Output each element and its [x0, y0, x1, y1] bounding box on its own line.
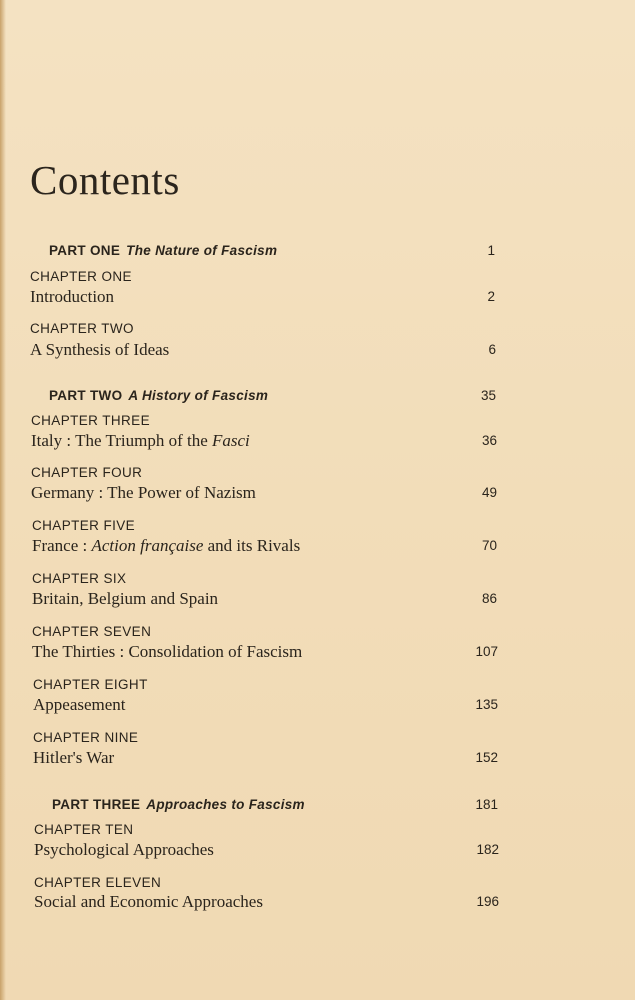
- toc-part-one: [0, 243, 635, 267]
- chapter-title: France : Action française and its Rivals: [32, 536, 301, 555]
- part-label: PART ONE: [49, 243, 121, 258]
- page-number: 35: [480, 388, 496, 403]
- chapter-label: CHAPTER SEVEN: [32, 624, 152, 639]
- chapter-title: The Thirties : Consolidation of Fascism: [32, 642, 303, 661]
- toc-chapter-ten: [0, 840, 635, 864]
- page-number: 70: [481, 538, 497, 553]
- page-number: 196: [476, 894, 499, 909]
- chapter-label: CHAPTER FIVE: [32, 518, 136, 533]
- chapter-label: CHAPTER ELEVEN: [34, 875, 162, 890]
- chapter-title: Appeasement: [33, 695, 126, 714]
- toc-chapter-nine: [0, 748, 635, 772]
- toc-chapter-two: [0, 340, 635, 364]
- page-number: 49: [481, 485, 497, 500]
- page-number: 182: [476, 842, 499, 857]
- chapter-title: Hitler's War: [33, 748, 115, 767]
- page-number: 135: [475, 697, 498, 712]
- toc-part-three: [0, 797, 635, 821]
- chapter-label: CHAPTER FOUR: [31, 465, 143, 480]
- chapter-title: A Synthesis of Ideas: [30, 340, 170, 359]
- page-number: 152: [475, 750, 498, 765]
- toc-part-two: [0, 388, 635, 412]
- page-number: 86: [481, 591, 497, 606]
- page-number: 107: [475, 644, 498, 659]
- chapter-label: CHAPTER EIGHT: [33, 677, 148, 692]
- chapter-title: Social and Economic Approaches: [34, 892, 263, 911]
- page-title: Contents: [30, 157, 180, 203]
- toc-chapter-seven: [0, 642, 635, 666]
- part-heading: [49, 388, 268, 403]
- toc-chapter-four: [0, 483, 635, 507]
- chapter-label: CHAPTER ONE: [30, 269, 132, 284]
- toc-chapter-eleven: [0, 892, 635, 916]
- chapter-title: Italy : The Triumph of the Fasci: [31, 431, 250, 450]
- part-title: The Nature of Fascism: [126, 243, 278, 258]
- part-heading: [52, 797, 305, 812]
- part-title: A History of Fascism: [128, 388, 269, 403]
- toc-chapter-three: [0, 431, 635, 455]
- page-number: 2: [487, 289, 495, 304]
- toc-chapter-five: [0, 536, 635, 560]
- chapter-label: CHAPTER TEN: [34, 822, 134, 837]
- chapter-label: CHAPTER THREE: [31, 413, 150, 428]
- page-number: 6: [488, 342, 496, 357]
- toc-chapter-eight: [0, 695, 635, 719]
- page-number: 1: [487, 243, 495, 258]
- part-title: Approaches to Fascism: [146, 797, 305, 812]
- part-label: PART TWO: [49, 388, 123, 403]
- toc-chapter-one: [0, 287, 635, 311]
- chapter-title: Germany : The Power of Nazism: [31, 483, 256, 502]
- chapter-label: CHAPTER SIX: [32, 571, 127, 586]
- chapter-label: CHAPTER NINE: [33, 730, 139, 745]
- page-number: 181: [475, 797, 498, 812]
- part-label: PART THREE: [52, 797, 141, 812]
- chapter-title: Britain, Belgium and Spain: [32, 589, 219, 608]
- chapter-title: Introduction: [30, 287, 115, 306]
- part-heading: [49, 243, 277, 258]
- page-number: 36: [481, 433, 497, 448]
- toc-chapter-six: [0, 589, 635, 613]
- chapter-title: Psychological Approaches: [34, 840, 214, 859]
- chapter-label: CHAPTER TWO: [30, 321, 134, 336]
